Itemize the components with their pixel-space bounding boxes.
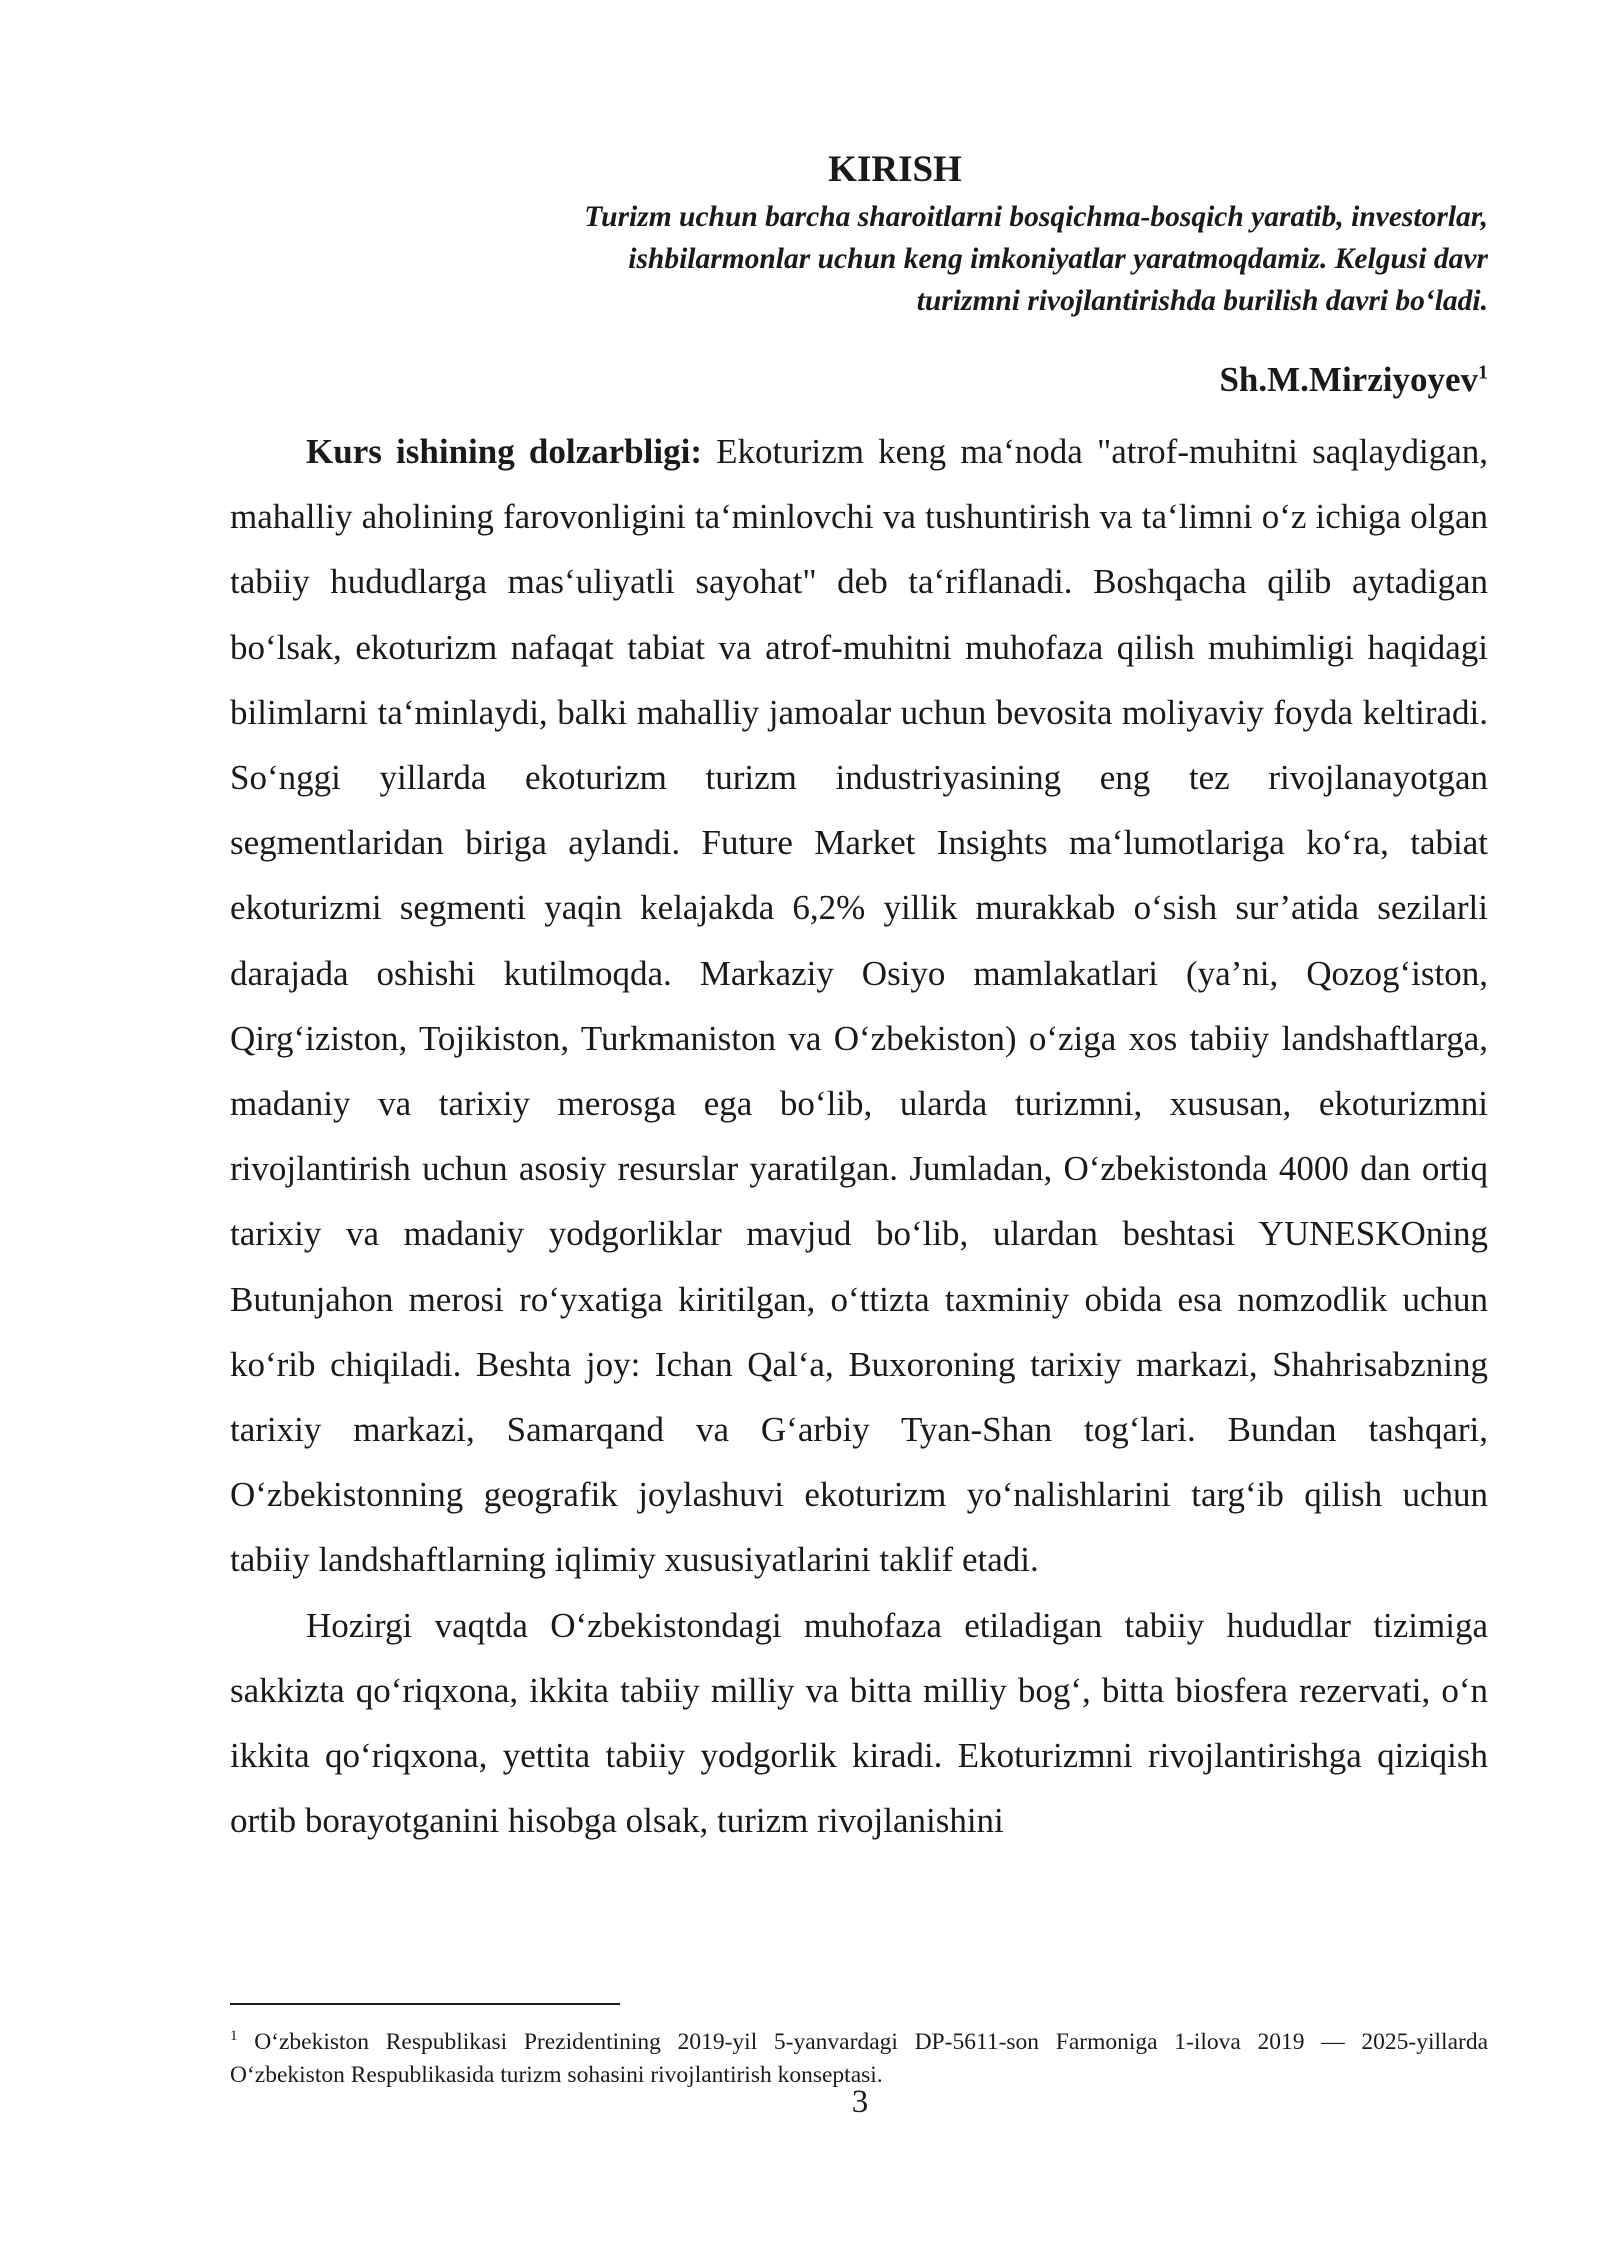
- page-title: KIRISH: [828, 149, 962, 190]
- author-name: Sh.M.Mirziyoyev: [1219, 360, 1478, 399]
- page-number: 3: [851, 2084, 869, 2120]
- footnote-reference: 1: [1478, 361, 1488, 384]
- paragraph-relevance: [230, 419, 1488, 1593]
- paragraph-protected-areas: Hozirgi vaqtda O‘zbekistondagi muhofaza etiladigan tabiiy hududlar tizimiga sakkizta qo‘riqxona, ikkita tabiiy milliy va bitta milliy bog‘, bitta biosfera rezervati, o‘n ikkita qo‘riqxona, yettita tabiiy yodgorlik kiradi. Ekoturizmni rivojlantirishga qiziqish ortib borayotganini hisobga olsak, turizm rivojlanishini: [230, 1605, 1488, 1841]
- paragraph-text: Ekoturizm keng ma‘noda "atrof-muhitni saqlaydigan, mahalliy aholining farovonligini ta‘minlovchi va tushuntirish va ta‘limni o‘z ichiga olgan tabiiy hududlarga mas‘uliyatli sayohat" deb ta‘riflanadi. Boshqacha qilib aytadigan bo‘lsak, ekoturizm nafaqat tabiat va atrof-muhitni muhofaza qilish muhimligi haqidagi bilimlarni ta‘minlaydi, balki mahalliy jamoalar uchun bevosita moliyaviy foyda keltiradi. So‘nggi yillarda ekoturizm turizm industriyasining eng tez rivojlanayotgan segmentlaridan biriga aylandi. Future Market Insights ma‘lumotlariga ko‘ra, tabiat ekoturizmi segmenti yaqin kelajakda 6,2% yillik murakkab o‘sish sur’atida sezilarli darajada oshishi kutilmoqda. Markaziy Osiyo mamlakatlari (ya’ni, Qozog‘iston, Qirg‘iziston, Tojikiston, Turkmaniston va O‘zbekiston) o‘ziga xos tabiiy landshaftlarga, madaniy va tarixiy merosga ega bo‘lib, ularda turizmni, xususan, ekoturizmni rivojlantirish uchun asosiy resurslar yaratilgan. Jumladan, O‘zbekistonda 4000 dan ortiq tarixiy va madaniy yodgorliklar mavjud bo‘lib, ulardan beshtasi YUNESKOning Butunjahon merosi ro‘yxatiga kiritilgan, o‘ttizta taxminiy obida esa nomzodlik uchun ko‘rib chiqiladi. Beshta joy: Ichan Qal‘a, Buxoroning tarixiy markazi, Shahrisabzning tarixiy markazi, Samarqand va G‘arbiy Tyan-Shan tog‘lari. Bundan tashqari, O‘zbekistonning geografik joylashuvi ekoturizm yo‘nalishlarini targ‘ib qilish uchun tabiiy landshaftlarning iqlimiy xususiyatlarini taklif etadi.: [230, 432, 1489, 1580]
- paragraph-lead: Kurs ishining dolzarbligi:: [306, 432, 702, 471]
- footnote-marker: 1: [230, 2028, 238, 2044]
- body-text: [230, 419, 1488, 1853]
- epigraph-quote: Turizm uchun barcha sharoitlarni bosqichma-bosqich yaratib, investorlar, ishbilarmonlar uchun keng imkoniyatlar yaratmoqdamiz. Kelgusi davr turizmni rivojlantirishda burilish davri bo‘ladi.: [584, 201, 1488, 317]
- footnote-separator: [230, 2003, 620, 2005]
- epigraph-author: [1219, 358, 1488, 402]
- footnote-text: O‘zbekiston Respublikasi Prezidentining 2019-yil 5-yanvardagi DP-5611-son Farmoniga 1-ilova 2019 — 2025-yillarda O‘zbekiston Respublikasida turizm sohasini rivojlantirish konseptasi.: [230, 2028, 1488, 2088]
